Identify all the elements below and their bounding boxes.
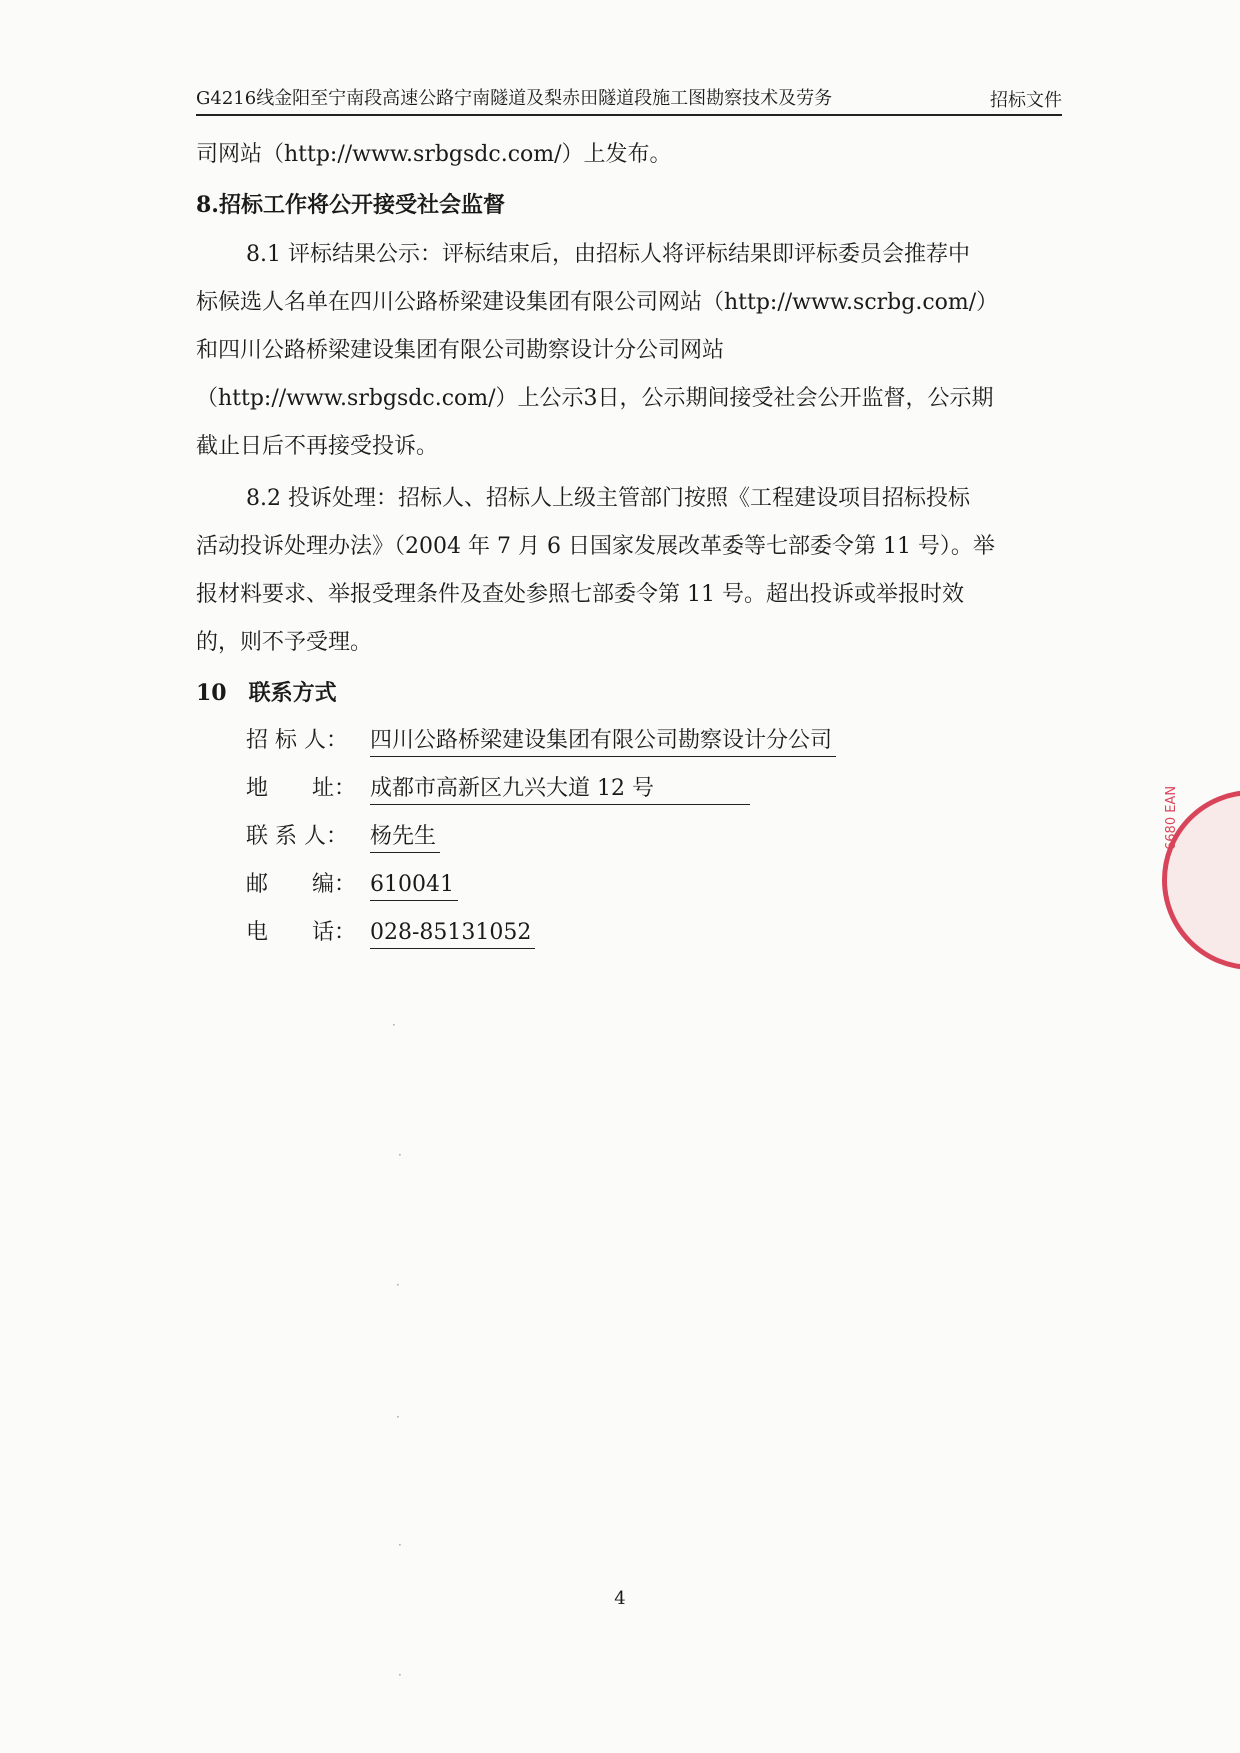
contact-address-label: 地 址： (246, 776, 357, 801)
continued-line: 司网站（http://www.srbgsdc.com/）上发布。 (196, 142, 672, 167)
page-number: 4 (614, 1588, 626, 1609)
contact-tenderer-label: 招 标 人： (246, 728, 348, 753)
para-8-1-line-3: 和四川公路桥梁建设集团有限公司勘察设计分公司网站 (196, 338, 725, 363)
contact-person (246, 822, 440, 853)
seal-stamp-text: 6680 EAN (1164, 785, 1179, 850)
para-8-1-line-2: 标候选人名单在四川公路桥梁建设集团有限公司网站（http://www.scrbg.com/） (196, 290, 999, 315)
contact-phone (246, 918, 535, 949)
contact-person-value: 杨先生 (370, 822, 440, 853)
contact-tenderer-value: 四川公路桥梁建设集团有限公司勘察设计分公司 (370, 726, 836, 757)
para-8-1-line-4: （http://www.srbgsdc.com/）上公示3日，公示期间接受社会公开监督，公示期 (196, 386, 994, 411)
contact-phone-label: 电 话： (246, 920, 357, 945)
contact-postcode-label: 邮 编： (246, 872, 357, 897)
scan-speck: · (396, 1410, 400, 1424)
contact-person-label: 联 系 人： (246, 824, 348, 849)
contact-postcode-value: 610041 (370, 870, 458, 901)
para-8-2-line-4: 的，则不予受理。 (196, 630, 373, 655)
section-8-title: 8.招标工作将公开接受社会监督 (196, 192, 505, 218)
scan-speck: · (392, 1018, 396, 1032)
section-10-title: 10 联系方式 (196, 680, 337, 706)
header-doc-type: 招标文件 (990, 90, 1062, 111)
page-header (196, 84, 1062, 116)
scan-speck: · (398, 1538, 402, 1552)
para-8-2-line-2: 活动投诉处理办法》（2004 年 7 月 6 日国家发展改革委等七部委令第 11 号）。举 (196, 534, 995, 559)
para-8-2-line-1: 8.2 投诉处理：招标人、招标人上级主管部门按照《工程建设项目招标投标 (246, 486, 970, 511)
contact-address (246, 774, 750, 805)
para-8-1-line-1: 8.1 评标结果公示：评标结束后，由招标人将评标结果即评标委员会推荐中 (246, 242, 970, 267)
contact-postcode (246, 870, 458, 901)
para-8-2-line-3: 报材料要求、举报受理条件及查处参照七部委令第 11 号。超出投诉或举报时效 (196, 582, 964, 607)
scan-speck: · (396, 1278, 400, 1292)
contact-tenderer (246, 726, 836, 757)
scan-speck: · (398, 1668, 402, 1682)
para-8-1-line-5: 截止日后不再接受投诉。 (196, 434, 439, 459)
contact-address-value: 成都市高新区九兴大道 12 号 (370, 774, 750, 805)
header-title: G4216线金阳至宁南段高速公路宁南隧道及梨赤田隧道段施工图勘察技术及劳务 (196, 88, 833, 109)
contact-phone-value: 028-85131052 (370, 918, 535, 949)
scan-speck: · (398, 1148, 402, 1162)
